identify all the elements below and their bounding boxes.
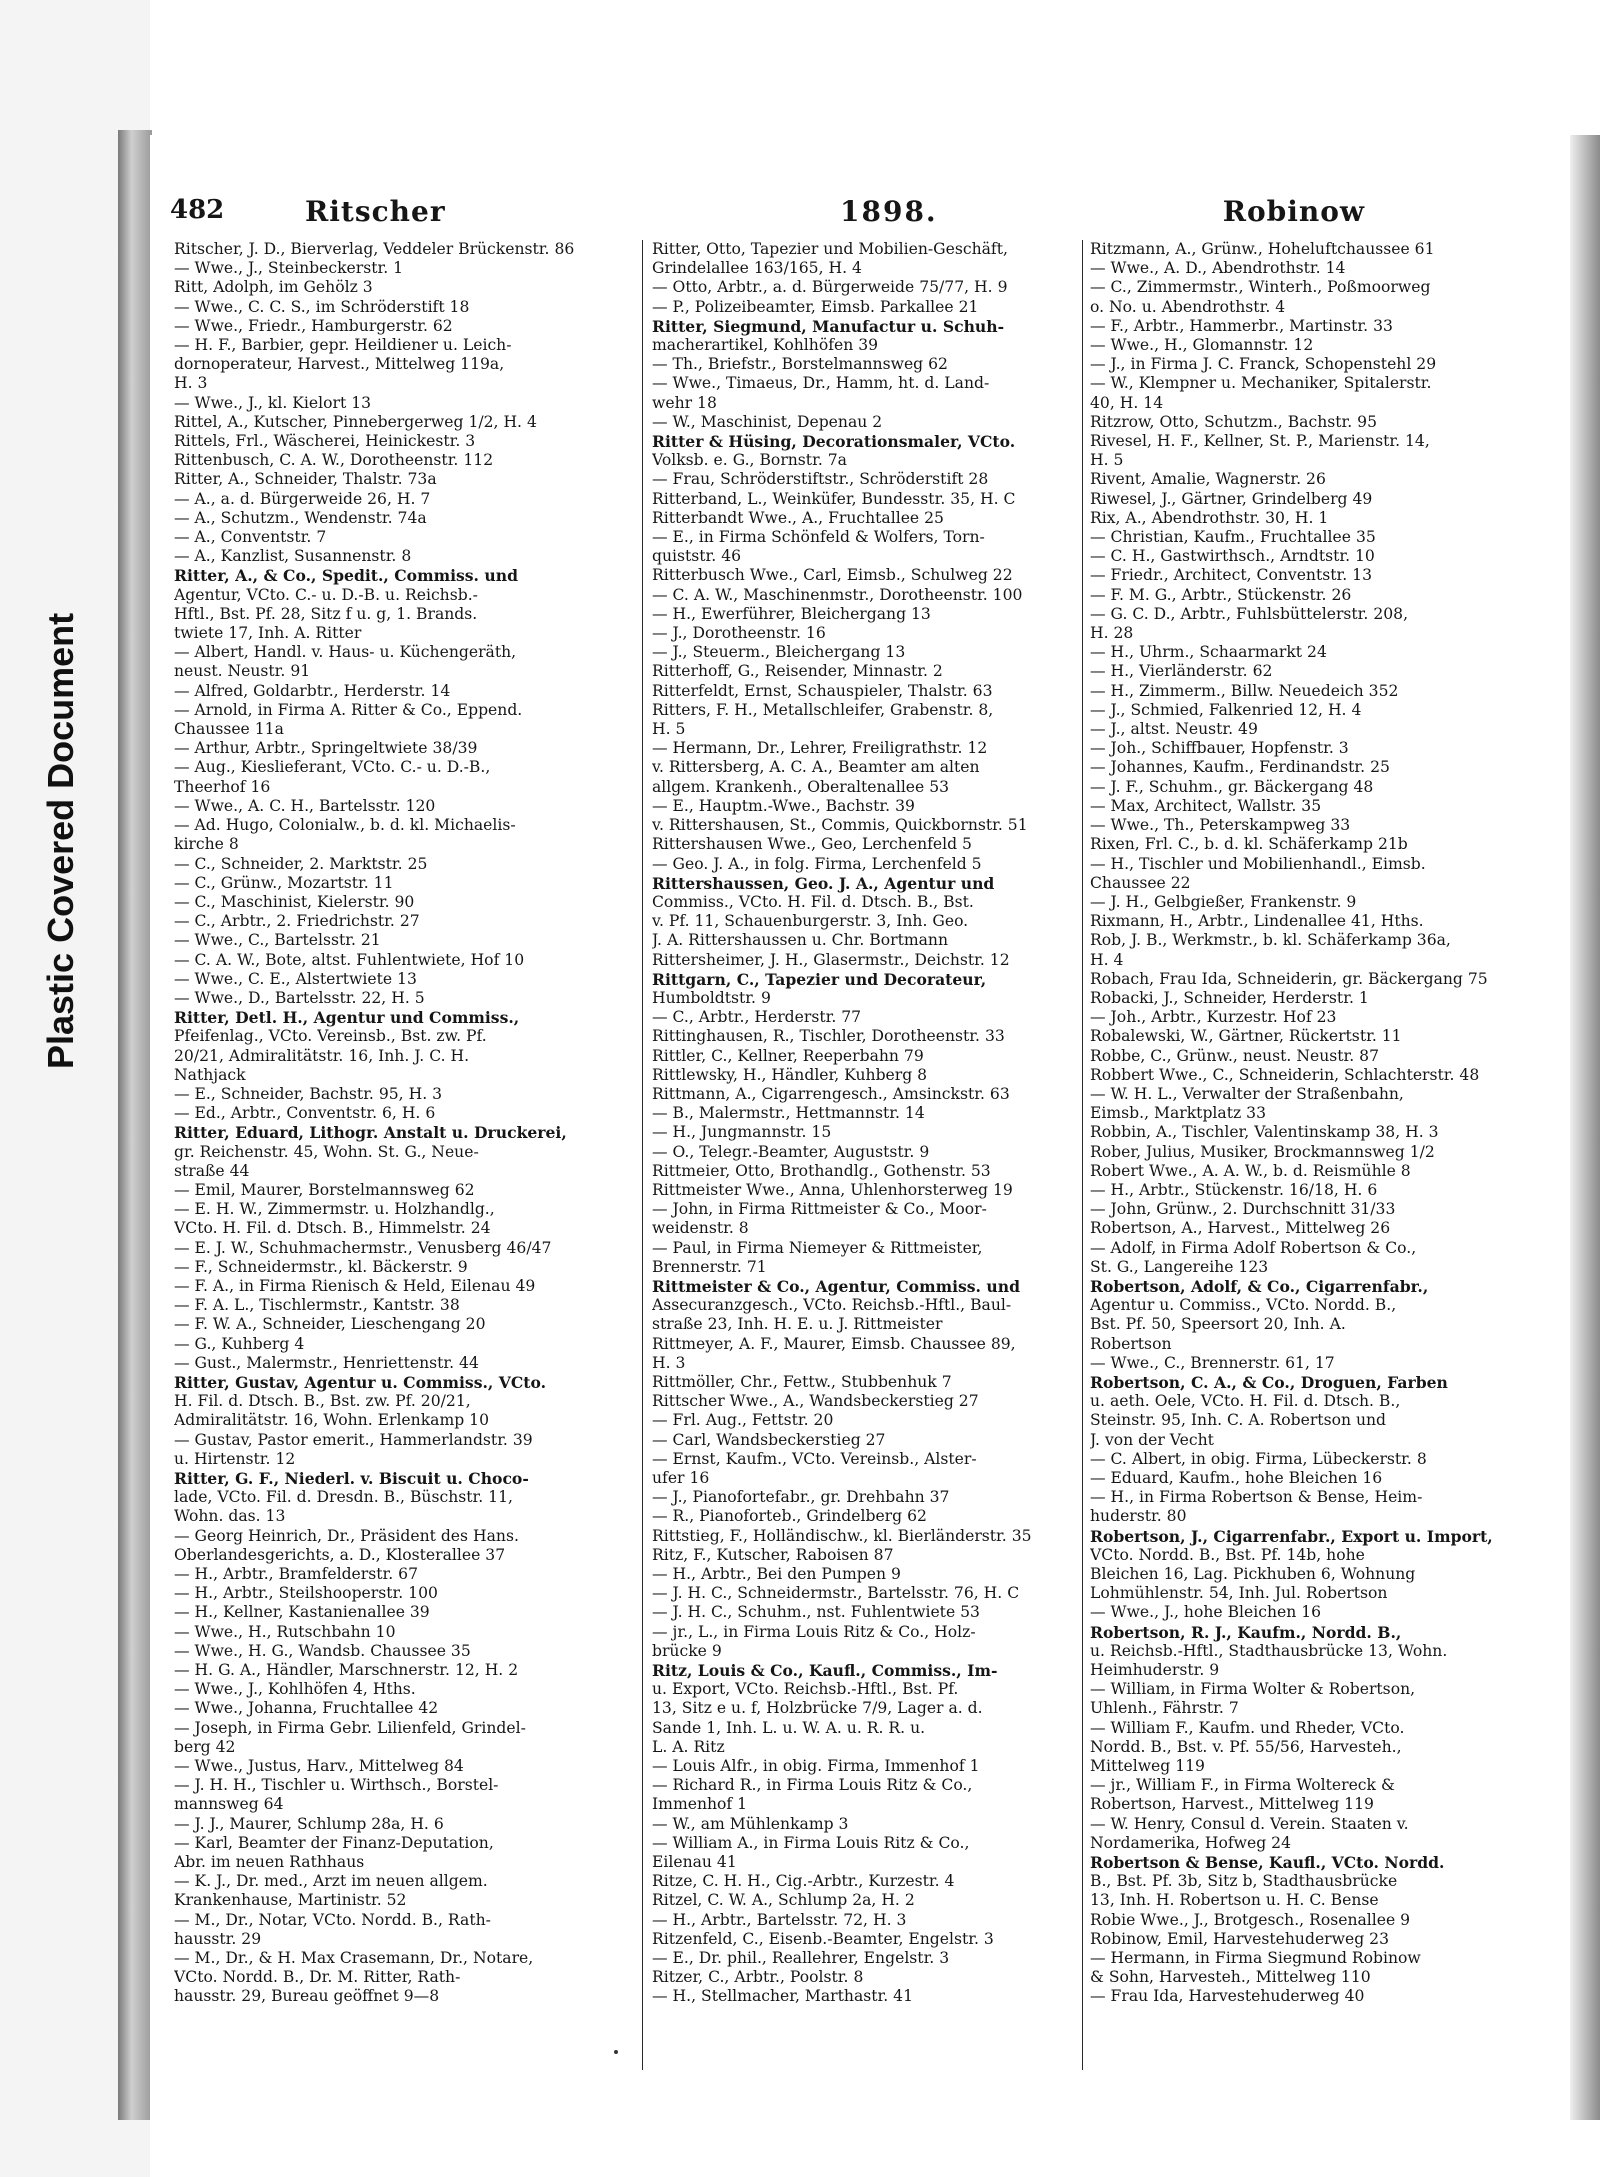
directory-entry: Ritter, Gustav, Agentur u. Commiss., VCto. [174, 1372, 547, 1392]
directory-entry: — J., Pianofortefabr., gr. Drehbahn 37 [652, 1488, 950, 1507]
directory-entry: gr. Reichenstr. 45, Wohn. St. G., Neue- [174, 1142, 479, 1161]
directory-entry: Ritterbandt Wwe., A., Fruchtallee 25 [652, 508, 944, 527]
directory-entry: — Arthur, Arbtr., Springeltwiete 38/39 [174, 739, 478, 758]
column-rule [642, 240, 643, 2070]
directory-entry: — E. H. W., Zimmermstr. u. Holzhandlg., [174, 1200, 495, 1219]
directory-entry: — J., Dorotheenstr. 16 [652, 624, 826, 643]
directory-entry: — H., Jungmannstr. 15 [652, 1123, 832, 1142]
directory-entry: Ritze, C. H. H., Cig.-Arbtr., Kurzestr. 4 [652, 1872, 955, 1891]
directory-entry: — Friedr., Architect, Conventstr. 13 [1090, 566, 1372, 585]
directory-entry: — J. H., Gelbgießer, Frankenstr. 9 [1090, 892, 1357, 911]
directory-entry: — Wwe., Friedr., Hamburgerstr. 62 [174, 316, 453, 335]
directory-entry: — H., Arbtr., Bei den Pumpen 9 [652, 1565, 901, 1584]
directory-entry: Robertson [1090, 1334, 1172, 1353]
directory-entry: Ritter, A., Schneider, Thalstr. 73a [174, 470, 437, 489]
directory-entry: Robbert Wwe., C., Schneiderin, Schlachterstr. 48 [1090, 1065, 1480, 1084]
directory-entry: — Wwe., C. E., Alstertwiete 13 [174, 969, 417, 988]
directory-entry: Ritterfeldt, Ernst, Schauspieler, Thalstr. 63 [652, 681, 993, 700]
directory-entry: — Wwe., A. C. H., Bartelsstr. 120 [174, 796, 436, 815]
directory-entry: — F., Arbtr., Hammerbr., Martinstr. 33 [1090, 316, 1393, 335]
directory-entry: & Sohn, Harvesteh., Mittelweg 110 [1090, 1968, 1371, 1987]
book-gutter-edge [1570, 135, 1600, 2120]
directory-entry: Robertson, R. J., Kaufm., Nordd. B., [1090, 1622, 1402, 1642]
directory-column-right [1090, 240, 1532, 2070]
directory-entry: — Georg Heinrich, Dr., Präsident des Hans. [174, 1526, 519, 1545]
directory-entry: — C., Arbtr., 2. Friedrichstr. 27 [174, 912, 420, 931]
directory-entry: — Gust., Malermstr., Henriettenstr. 44 [174, 1353, 479, 1372]
directory-entry: — C., Grünw., Mozartstr. 11 [174, 873, 394, 892]
directory-entry: — Wwe., Th., Peterskampweg 33 [1090, 816, 1351, 835]
directory-entry: — Wwe., C., Bartelsstr. 21 [174, 931, 381, 950]
directory-entry: Ritter, Otto, Tapezier und Mobilien-Geschäft, [652, 240, 1008, 258]
directory-entry: Robert Wwe., A. A. W., b. d. Reismühle 8 [1090, 1161, 1411, 1180]
directory-entry: straße 44 [174, 1161, 250, 1180]
directory-entry: u. Reichsb.-Hftl., Stadthausbrücke 13, Wohn. [1090, 1641, 1448, 1660]
directory-entry: — Wwe., A. D., Abendrothstr. 14 [1090, 259, 1346, 278]
directory-entry: — E., Hauptm.-Wwe., Bachstr. 39 [652, 796, 915, 815]
directory-entry: Robertson, C. A., & Co., Droguen, Farben [1090, 1372, 1448, 1392]
directory-entry: — Adolf, in Firma Adolf Robertson & Co., [1090, 1238, 1417, 1257]
directory-entry: Rittmann, A., Cigarrengesch., Amsinckstr. 63 [652, 1084, 1010, 1103]
directory-entry: — J., in Firma J. C. Franck, Schopenstehl 29 [1090, 355, 1437, 374]
directory-entry: — William, in Firma Wolter & Robertson, [1090, 1680, 1416, 1699]
directory-entry: — P., Polizeibeamter, Eimsb. Parkallee 21 [652, 297, 979, 316]
directory-entry: — Paul, in Firma Niemeyer & Rittmeister, [652, 1238, 983, 1257]
directory-entry: quiststr. 46 [652, 547, 742, 566]
directory-entry: St. G., Langereihe 123 [1090, 1257, 1269, 1276]
directory-entry: Theerhof 16 [174, 777, 271, 796]
directory-entry: Immenhof 1 [652, 1795, 748, 1814]
directory-entry: straße 23, Inh. H. E. u. J. Rittmeister [652, 1315, 943, 1334]
directory-entry: weidenstr. 8 [652, 1219, 749, 1238]
directory-entry: — Emil, Maurer, Borstelmannsweg 62 [174, 1180, 475, 1199]
directory-entry: v. Rittershausen, St., Commis, Quickbornstr. 51 [652, 816, 1028, 835]
directory-entry: Oberlandesgerichts, a. D., Klosterallee 37 [174, 1545, 506, 1564]
directory-entry: — C. Albert, in obig. Firma, Lübeckerstr. 8 [1090, 1449, 1427, 1468]
directory-entry: — J., Schmied, Falkenried 12, H. 4 [1090, 700, 1362, 719]
directory-entry: — B., Malermstr., Hettmannstr. 14 [652, 1104, 925, 1123]
directory-entry: Robertson, J., Cigarrenfabr., Export u. Import, [1090, 1526, 1493, 1546]
directory-entry: — J. H. C., Schuhm., nst. Fuhlentwiete 53 [652, 1603, 980, 1622]
directory-entry: Rittershausen Wwe., Geo, Lerchenfeld 5 [652, 835, 972, 854]
directory-entry: — Eduard, Kaufm., hohe Bleichen 16 [1090, 1469, 1383, 1487]
directory-entry: Nordamerika, Hofweg 24 [1090, 1833, 1291, 1852]
directory-entry: berg 42 [174, 1737, 236, 1756]
directory-entry: — Wwe., D., Bartelsstr. 22, H. 5 [174, 988, 425, 1007]
directory-entry: — A., Kanzlist, Susannenstr. 8 [174, 547, 412, 566]
directory-entry: — Wwe., J., Steinbeckerstr. 1 [174, 259, 404, 278]
directory-column-middle [652, 240, 1094, 2070]
directory-entry: Rober, Julius, Musiker, Brockmannsweg 1/2 [1090, 1142, 1435, 1161]
directory-entry: — Wwe., H., Rutschbahn 10 [174, 1622, 396, 1641]
directory-entry: — J. H. C., Schneidermstr., Bartelsstr. 76, H. C [652, 1584, 1020, 1603]
directory-entry: H. 5 [1090, 451, 1124, 470]
directory-entry: VCto. Nordd. B., Bst. Pf. 14b, hohe [1090, 1545, 1365, 1564]
directory-entry: u. Export, VCto. Reichsb.-Hftl., Bst. Pf. [652, 1680, 959, 1699]
directory-entry: — H., in Firma Robertson & Bense, Heim- [1090, 1488, 1423, 1507]
directory-entry: Admiralitätstr. 16, Wohn. Erlenkamp 10 [174, 1411, 490, 1430]
directory-entry: Ritzrow, Otto, Schutzm., Bachstr. 95 [1090, 412, 1378, 431]
directory-entry: — H. F., Barbier, gepr. Heildiener u. Leich- [174, 336, 512, 355]
directory-entry: Rittersheimer, J. H., Glasermstr., Deichstr. 12 [652, 950, 1010, 969]
directory-entry: — Wwe., Timaeus, Dr., Hamm, ht. d. Land- [652, 374, 990, 393]
directory-entry: Robie Wwe., J., Brotgesch., Rosenallee 9 [1090, 1910, 1411, 1929]
directory-entry: Ritter, G. F., Niederl. v. Biscuit u. Choco- [174, 1469, 529, 1488]
directory-entry: Rixmann, H., Arbtr., Lindenallee 41, Hths. [1090, 912, 1424, 931]
directory-entry: Ritter & Hüsing, Decorationsmaler, VCto. [652, 432, 1016, 452]
directory-entry: — F. W. A., Schneider, Lieschengang 20 [174, 1315, 486, 1334]
directory-entry: Bst. Pf. 50, Speersort 20, Inh. A. [1090, 1315, 1346, 1334]
directory-entry: Rittmeier, Otto, Brothandlg., Gothenstr. 53 [652, 1161, 991, 1180]
directory-entry: Krankenhause, Martinistr. 52 [174, 1891, 407, 1910]
directory-entry: — A., Schutzm., Wendenstr. 74a [174, 508, 427, 527]
directory-entry: Assecuranzgesch., VCto. Reichsb.-Hftl., Baul- [652, 1296, 1012, 1315]
directory-entry: — William A., in Firma Louis Ritz & Co., [652, 1833, 970, 1852]
directory-entry: Chaussee 11a [174, 720, 284, 739]
directory-entry: ufer 16 [652, 1469, 710, 1487]
directory-entry: brücke 9 [652, 1641, 722, 1660]
directory-entry: Brennerstr. 71 [652, 1257, 767, 1276]
directory-entry: twiete 17, Inh. A. Ritter [174, 624, 362, 643]
directory-entry: — H., Arbtr., Steilshooperstr. 100 [174, 1584, 438, 1603]
directory-entry: 40, H. 14 [1090, 393, 1164, 412]
directory-entry: H. 3 [174, 374, 208, 393]
directory-entry: H. 28 [1090, 624, 1134, 643]
directory-entry: H. 4 [1090, 950, 1124, 969]
directory-entry: — Frau Ida, Harvestehuderweg 40 [1090, 1987, 1365, 2006]
directory-entry: Ritterbusch Wwe., Carl, Eimsb., Schulweg 22 [652, 566, 1013, 585]
directory-entry: — W. H. L., Verwalter der Straßenbahn, [1090, 1084, 1404, 1103]
directory-entry: — Hermann, in Firma Siegmund Robinow [1090, 1949, 1421, 1968]
directory-entry: VCto. Nordd. B., Dr. M. Ritter, Rath- [174, 1968, 461, 1987]
directory-entry: Commiss., VCto. H. Fil. d. Dtsch. B., Bst. [652, 892, 974, 911]
directory-entry: — Frl. Aug., Fettstr. 20 [652, 1411, 834, 1430]
directory-entry: — Wwe., Johanna, Fruchtallee 42 [174, 1699, 439, 1718]
directory-entry: hausstr. 29, Bureau geöffnet 9—8 [174, 1987, 440, 2006]
directory-entry: Rittel, A., Kutscher, Pinnebergerweg 1/2, H. 4 [174, 412, 537, 431]
header-last-entry-word: Robinow [1222, 195, 1365, 228]
directory-entry: Lohmühlenstr. 54, Inh. Jul. Robertson [1090, 1584, 1388, 1603]
directory-entry: Rixen, Frl. C., b. d. kl. Schäferkamp 21b [1090, 835, 1408, 854]
directory-entry: dornoperateur, Harvest., Mittelweg 119a, [174, 355, 505, 374]
directory-entry: — H., Arbtr., Stückenstr. 16/18, H. 6 [1090, 1180, 1378, 1199]
directory-entry: Rittmöller, Chr., Fettw., Stubbenhuk 7 [652, 1372, 952, 1391]
directory-entry: — W., am Mühlenkamp 3 [652, 1814, 849, 1833]
directory-entry: — W., Klempner u. Mechaniker, Spitalerstr. [1090, 374, 1432, 393]
directory-entry: Ritterhoff, G., Reisender, Minnastr. 2 [652, 662, 943, 681]
directory-entry: Sande 1, Inh. L. u. W. A. u. R. R. u. [652, 1718, 926, 1737]
directory-entry: H. Fil. d. Dtsch. B., Bst. zw. Pf. 20/21, [174, 1392, 471, 1411]
directory-entry: Ritzmann, A., Grünw., Hoheluftchaussee 61 [1090, 240, 1435, 258]
directory-entry: o. No. u. Abendrothstr. 4 [1090, 297, 1286, 316]
directory-entry: — J. H. H., Tischler u. Wirthsch., Borstel- [174, 1776, 499, 1795]
directory-entry: — E., Schneider, Bachstr. 95, H. 3 [174, 1084, 443, 1103]
directory-entry: Rittlewsky, H., Händler, Kuhberg 8 [652, 1065, 928, 1084]
directory-entry: — F., Schneidermstr., kl. Bäckerstr. 9 [174, 1257, 468, 1276]
directory-entry: — Albert, Handl. v. Haus- u. Küchengeräth, [174, 643, 517, 662]
directory-entry: — Ernst, Kaufm., VCto. Vereinsb., Alster- [652, 1449, 977, 1468]
directory-entry: — A., Conventstr. 7 [174, 528, 327, 547]
directory-entry: — Max, Architect, Wallstr. 35 [1090, 796, 1322, 815]
directory-entry: VCto. H. Fil. d. Dtsch. B., Himmelstr. 24 [174, 1219, 491, 1238]
directory-entry: — C. H., Gastwirthsch., Arndtstr. 10 [1090, 547, 1375, 566]
directory-entry: Rittels, Frl., Wäscherei, Heinickestr. 3 [174, 432, 476, 451]
directory-entry: — A., a. d. Bürgerweide 26, H. 7 [174, 489, 431, 508]
directory-entry: — jr., William F., in Firma Woltereck & [1090, 1776, 1395, 1795]
directory-entry: Ritzer, C., Arbtr., Poolstr. 8 [652, 1968, 864, 1987]
directory-entry: Rittmeyer, A. F., Maurer, Eimsb. Chaussee 89, [652, 1334, 1016, 1353]
directory-entry: — H. G. A., Händler, Marschnerstr. 12, H. 2 [174, 1661, 519, 1680]
directory-entry: — W. Henry, Consul d. Verein. Staaten v. [1090, 1814, 1409, 1833]
directory-entry: allgem. Krankenh., Oberaltenallee 53 [652, 777, 950, 796]
directory-entry: — K. J., Dr. med., Arzt im neuen allgem. [174, 1872, 488, 1891]
directory-column-left [174, 240, 616, 2070]
directory-entry: Ritscher, J. D., Bierverlag, Veddeler Brückenstr. 86 [174, 240, 575, 258]
directory-entry: Volksb. e. G., Bornstr. 7a [652, 451, 847, 470]
directory-entry: — H., Arbtr., Bramfelderstr. 67 [174, 1565, 419, 1584]
directory-entry: v. Rittersberg, A. C. A., Beamter am alten [652, 758, 980, 777]
directory-entry: Ritter, Eduard, Lithogr. Anstalt u. Druckerei, [174, 1123, 567, 1143]
print-speck [614, 2050, 618, 2054]
directory-entry: 13, Sitz e u. f, Holzbrücke 7/9, Lager a. d. [652, 1699, 983, 1718]
directory-entry: Ritz, Louis & Co., Kaufl., Commiss., Im- [652, 1661, 998, 1681]
directory-entry: Hftl., Bst. Pf. 28, Sitz f u. g, 1. Brands. [174, 604, 478, 623]
directory-entry: — H., Uhrm., Schaarmarkt 24 [1090, 643, 1327, 662]
directory-entry: mannsweg 64 [174, 1795, 284, 1814]
directory-entry: — Gustav, Pastor emerit., Hammerlandstr. 39 [174, 1430, 533, 1449]
directory-entry: — H., Zimmerm., Billw. Neuedeich 352 [1090, 681, 1399, 700]
directory-entry: 13, Inh. H. Robertson u. H. C. Bense [1090, 1891, 1379, 1910]
directory-entry: 20/21, Admiralitätstr. 16, Inh. J. C. H. [174, 1046, 470, 1065]
directory-entry: Heimhuderstr. 9 [1090, 1661, 1220, 1680]
directory-entry: Robertson, Harvest., Mittelweg 119 [1090, 1795, 1374, 1814]
column-rule [1082, 240, 1083, 2070]
directory-entry: Chaussee 22 [1090, 873, 1191, 892]
directory-entry: — Wwe., J., hohe Bleichen 16 [1090, 1603, 1322, 1622]
directory-entry: — jr., L., in Firma Louis Ritz & Co., Holz- [652, 1622, 976, 1641]
directory-entry: Rivesel, H. F., Kellner, St. P., Marienstr. 14, [1090, 432, 1430, 451]
book-page-edge [118, 130, 152, 2120]
directory-entry: Rob, J. B., Werkmstr., b. kl. Schäferkamp 36a, [1090, 931, 1451, 950]
directory-entry: Rittler, C., Kellner, Reeperbahn 79 [652, 1046, 924, 1065]
directory-entry: — H., Vierländerstr. 62 [1090, 662, 1273, 681]
directory-entry: B., Bst. Pf. 3b, Sitz b, Stadthausbrücke [1090, 1872, 1398, 1891]
directory-entry: — Wwe., Justus, Harv., Mittelweg 84 [174, 1757, 464, 1776]
directory-entry: Uhlenh., Fährstr. 7 [1090, 1699, 1239, 1718]
directory-entry: — F. A. L., Tischlermstr., Kantstr. 38 [174, 1296, 460, 1315]
directory-entry: Ritter, Siegmund, Manufactur u. Schuh- [652, 316, 1005, 336]
directory-entry: Rix, A., Abendrothstr. 30, H. 1 [1090, 508, 1329, 527]
directory-entry: — G. C. D., Arbtr., Fuhlsbüttelerstr. 208, [1090, 604, 1409, 623]
directory-entry: wehr 18 [652, 393, 717, 412]
directory-entry: Rivent, Amalie, Wagnerstr. 26 [1090, 470, 1326, 489]
directory-entry: Abr. im neuen Rathhaus [174, 1853, 365, 1872]
directory-entry: — Ed., Arbtr., Conventstr. 6, H. 6 [174, 1104, 436, 1123]
directory-entry: — John, in Firma Rittmeister & Co., Moor- [652, 1200, 987, 1219]
directory-entry: — Karl, Beamter der Finanz-Deputation, [174, 1833, 494, 1852]
directory-entry: Robbin, A., Tischler, Valentinskamp 38, H. 3 [1090, 1123, 1439, 1142]
header-first-entry-word: Ritscher [305, 195, 446, 228]
directory-entry: Robbe, C., Grünw., neust. Neustr. 87 [1090, 1046, 1380, 1065]
directory-entry: lade, VCto. Fil. d. Dresdn. B., Büschstr. 11, [174, 1488, 513, 1507]
directory-entry: — M., Dr., Notar, VCto. Nordd. B., Rath- [174, 1910, 491, 1929]
directory-entry: — C. A. W., Bote, altst. Fuhlentwiete, Hof 10 [174, 950, 525, 969]
directory-entry: — C., Zimmermstr., Winterh., Poßmoorweg [1090, 278, 1431, 297]
directory-entry: — G., Kuhberg 4 [174, 1334, 305, 1353]
directory-entry: — O., Telegr.-Beamter, Auguststr. 9 [652, 1142, 930, 1161]
directory-entry: Agentur u. Commiss., VCto. Nordd. B., [1090, 1296, 1397, 1315]
directory-entry: — E., in Firma Schönfeld & Wolfers, Torn- [652, 528, 985, 547]
directory-entry: Ritzel, C. W. A., Schlump 2a, H. 2 [652, 1891, 915, 1910]
directory-entry: — C. A. W., Maschinenmstr., Dorotheenstr. 100 [652, 585, 1023, 604]
directory-entry: u. aeth. Oele, VCto. H. Fil. d. Dtsch. B., [1090, 1392, 1401, 1411]
directory-entry: — Louis Alfr., in obig. Firma, Immenhof 1 [652, 1757, 980, 1776]
directory-entry: — Frau, Schröderstiftstr., Schröderstift 28 [652, 470, 989, 489]
directory-entry: — William F., Kaufm. und Rheder, VCto. [1090, 1718, 1405, 1737]
directory-entry: — Otto, Arbtr., a. d. Bürgerweide 75/77, H. 9 [652, 278, 1008, 297]
directory-entry: Ritters, F. H., Metallschleifer, Grabenstr. 8, [652, 700, 994, 719]
directory-entry: — Wwe., C. C. S., im Schröderstift 18 [174, 297, 470, 316]
directory-entry: Wohn. das. 13 [174, 1507, 286, 1526]
directory-entry: — J. F., Schuhm., gr. Bäckergang 48 [1090, 777, 1374, 796]
directory-entry: Agentur, VCto. C.- u. D.-B. u. Reichsb.- [174, 585, 478, 604]
directory-entry: — Joh., Schiffbauer, Hopfenstr. 3 [1090, 739, 1349, 758]
directory-entry: Nathjack [174, 1065, 246, 1084]
directory-entry: — E., Dr. phil., Reallehrer, Engelstr. 3 [652, 1949, 950, 1968]
directory-entry: macherartikel, Kohlhöfen 39 [652, 336, 879, 355]
directory-entry: Rittmeister Wwe., Anna, Uhlenhorsterweg 19 [652, 1180, 1013, 1199]
directory-entry: — Arnold, in Firma A. Ritter & Co., Eppend. [174, 700, 523, 719]
directory-entry: Rittershaussen, Geo. J. A., Agentur und [652, 873, 995, 893]
spine-label: Plastic Covered Document [40, 612, 81, 1069]
directory-entry: v. Pf. 11, Schauenburgerstr. 3, Inh. Geo. [652, 912, 969, 931]
directory-entry: Nordd. B., Bst. v. Pf. 55/56, Harvesteh., [1090, 1737, 1402, 1756]
directory-entry: Humboldtstr. 9 [652, 988, 771, 1007]
directory-entry: — Richard R., in Firma Louis Ritz & Co., [652, 1776, 973, 1795]
directory-entry: Robacki, J., Schneider, Herderstr. 1 [1090, 988, 1369, 1007]
directory-entry: hausstr. 29 [174, 1929, 262, 1948]
header-year: 1898. [840, 195, 938, 228]
directory-entry: J. A. Rittershaussen u. Chr. Bortmann [652, 931, 949, 950]
directory-entry: Riwesel, J., Gärtner, Grindelberg 49 [1090, 489, 1373, 508]
directory-entry: — Wwe., J., kl. Kielort 13 [174, 393, 372, 412]
directory-entry: u. Hirtenstr. 12 [174, 1449, 296, 1468]
directory-entry: — Aug., Kieslieferant, VCto. C.- u. D.-B., [174, 758, 491, 777]
directory-entry: Ritz, F., Kutscher, Raboisen 87 [652, 1545, 894, 1564]
directory-entry: Rittinghausen, R., Tischler, Dorotheenstr. 33 [652, 1027, 1005, 1046]
directory-entry: — Hermann, Dr., Lehrer, Freiligrathstr. 12 [652, 739, 988, 758]
directory-entry: — Th., Briefstr., Borstelmannsweg 62 [652, 355, 948, 374]
directory-entry: — John, Grünw., 2. Durchschnitt 31/33 [1090, 1200, 1396, 1219]
directory-entry: Robertson & Bense, Kaufl., VCto. Nordd. [1090, 1853, 1445, 1873]
directory-entry: — H., Ewerführer, Bleichergang 13 [652, 604, 931, 623]
directory-entry: Robalewski, W., Gärtner, Rückertstr. 11 [1090, 1027, 1402, 1046]
directory-entry: L. A. Ritz [652, 1737, 725, 1756]
page-number: 482 [170, 195, 225, 225]
directory-entry: Steinstr. 95, Inh. C. A. Robertson und [1090, 1411, 1387, 1430]
directory-entry: — R., Pianoforteb., Grindelberg 62 [652, 1507, 927, 1526]
directory-entry: — F. M. G., Arbtr., Stückenstr. 26 [1090, 585, 1352, 604]
directory-entry: huderstr. 80 [1090, 1507, 1187, 1526]
directory-entry: kirche 8 [174, 835, 239, 854]
directory-entry: Bleichen 16, Lag. Pickhuben 6, Wohnung [1090, 1565, 1416, 1584]
directory-entry: Ritterband, L., Weinküfer, Bundesstr. 35, H. C [652, 489, 1016, 508]
directory-entry: Robertson, Adolf, & Co., Cigarrenfabr., [1090, 1276, 1429, 1296]
directory-entry: — C., Maschinist, Kielerstr. 90 [174, 892, 415, 911]
directory-entry: — E. J. W., Schuhmachermstr., Venusberg 46/47 [174, 1238, 552, 1257]
directory-entry: Eimsb., Marktplatz 33 [1090, 1104, 1266, 1123]
directory-entry: Pfeifenlag., VCto. Vereinsb., Bst. zw. Pf. [174, 1027, 487, 1046]
directory-entry: — Wwe., H. G., Wandsb. Chaussee 35 [174, 1641, 471, 1660]
directory-entry: Grindelallee 163/165, H. 4 [652, 259, 862, 278]
directory-entry: Mittelweg 119 [1090, 1757, 1205, 1776]
directory-entry: — H., Tischler und Mobilienhandl., Eimsb. [1090, 854, 1426, 873]
directory-entry: — Christian, Kaufm., Fruchtallee 35 [1090, 528, 1376, 547]
directory-entry: Eilenau 41 [652, 1853, 737, 1872]
directory-entry: — M., Dr., & H. Max Crasemann, Dr., Notare, [174, 1949, 534, 1968]
directory-entry: — J. J., Maurer, Schlump 28a, H. 6 [174, 1814, 444, 1833]
page-header [170, 195, 1365, 235]
directory-entry: Rittmeister & Co., Agentur, Commiss. und [652, 1276, 1020, 1296]
directory-entry: Robach, Frau Ida, Schneiderin, gr. Bäckergang 75 [1090, 969, 1488, 988]
directory-entry: J. von der Vecht [1090, 1430, 1214, 1449]
directory-entry: Rittenbusch, C. A. W., Dorotheenstr. 112 [174, 451, 494, 470]
directory-entry: — C., Schneider, 2. Marktstr. 25 [174, 854, 428, 873]
directory-entry: — W., Maschinist, Depenau 2 [652, 412, 883, 431]
directory-entry: — Geo. J. A., in folg. Firma, Lerchenfeld 5 [652, 854, 982, 873]
directory-entry: — Ad. Hugo, Colonialw., b. d. kl. Michaelis- [174, 816, 516, 835]
directory-entry: — Joh., Arbtr., Kurzestr. Hof 23 [1090, 1008, 1337, 1027]
directory-entry: — Wwe., C., Brennerstr. 61, 17 [1090, 1353, 1335, 1372]
directory-entry: Rittstieg, F., Holländischw., kl. Bierländerstr. 35 [652, 1526, 1032, 1545]
directory-entry: — Joseph, in Firma Gebr. Lilienfeld, Grindel- [174, 1718, 526, 1737]
directory-entry: — Alfred, Goldarbtr., Herderstr. 14 [174, 681, 451, 700]
directory-entry: — H., Arbtr., Bartelsstr. 72, H. 3 [652, 1910, 907, 1929]
directory-entry: Rittscher Wwe., A., Wandsbeckerstieg 27 [652, 1392, 979, 1411]
directory-entry: — H., Stellmacher, Marthastr. 41 [652, 1987, 914, 2006]
directory-entry: — Johannes, Kaufm., Ferdinandstr. 25 [1090, 758, 1390, 777]
directory-entry: Ritter, Detl. H., Agentur und Commiss., [174, 1008, 520, 1028]
directory-entry: H. 3 [652, 1353, 686, 1372]
directory-entry: — C., Arbtr., Herderstr. 77 [652, 1008, 862, 1027]
directory-entry: neust. Neustr. 91 [174, 662, 311, 681]
directory-entry: Rittgarn, C., Tapezier und Decorateur, [652, 969, 987, 989]
directory-entry: H. 5 [652, 720, 686, 739]
directory-entry: Ritzenfeld, C., Eisenb.-Beamter, Engelstr. 3 [652, 1929, 994, 1948]
directory-entry: Robertson, A., Harvest., Mittelweg 26 [1090, 1219, 1391, 1238]
directory-entry: Ritter, A., & Co., Spedit., Commiss. und [174, 566, 518, 586]
directory-entry: — Carl, Wandsbeckerstieg 27 [652, 1430, 886, 1449]
directory-entry: Ritt, Adolph, im Gehölz 3 [174, 278, 373, 297]
directory-entry: — Wwe., J., Kohlhöfen 4, Hths. [174, 1680, 416, 1699]
directory-entry: — J., altst. Neustr. 49 [1090, 720, 1258, 739]
directory-entry: Robinow, Emil, Harvestehuderweg 23 [1090, 1929, 1389, 1948]
directory-entry: — H., Kellner, Kastanienallee 39 [174, 1603, 430, 1622]
directory-entry: — Wwe., H., Glomannstr. 12 [1090, 336, 1314, 355]
directory-entry: — J., Steuerm., Bleichergang 13 [652, 643, 906, 662]
directory-entry: — F. A., in Firma Rienisch & Held, Eilenau 49 [174, 1276, 536, 1295]
